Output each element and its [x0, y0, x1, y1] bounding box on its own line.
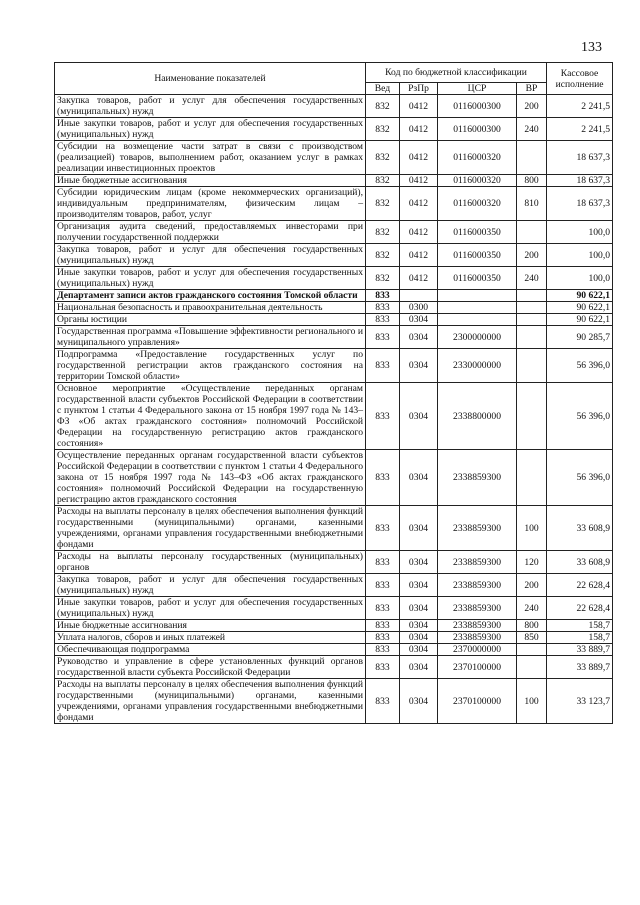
table-row [55, 349, 613, 383]
table-row [55, 326, 613, 349]
row-rzpr: 0412 [400, 95, 438, 118]
row-rzpr: 0304 [400, 656, 438, 679]
row-amount: 90 622,1 [547, 302, 613, 314]
row-vr: 800 [517, 175, 547, 187]
row-name: Органы юстиции [55, 314, 366, 326]
table-row [55, 620, 613, 632]
row-vr: 800 [517, 620, 547, 632]
row-vr: 200 [517, 95, 547, 118]
row-name: Иные закупки товаров, работ и услуг для обеспечения государственных (муниципальных) нужд [55, 267, 366, 290]
row-name: Закупка товаров, работ и услуг для обеспечения государственных (муниципальных) нужд [55, 574, 366, 597]
row-name: Основное мероприятие «Осуществление переданных органам государственной власти субъектов Российской Федерации в соответствии с пунктом 1 статьи 4 Федерального закона от 15 ноября 1997 года № 143–ФЗ «Об актах гражданского состояния» полномочий Российской Федерации на государственную регистрацию актов гражданского состояния» [55, 383, 366, 450]
row-name: Закупка товаров, работ и услуг для обеспечения государственных (муниципальных) нужд [55, 95, 366, 118]
row-name: Иные закупки товаров, работ и услуг для обеспечения государственных (муниципальных) нужд [55, 597, 366, 620]
page-number: 133 [581, 40, 602, 55]
table-row [55, 141, 613, 175]
row-vr [517, 644, 547, 656]
row-amount: 33 608,9 [547, 506, 613, 551]
row-name: Субсидии юридическим лицам (кроме некоммерческих организаций), индивидуальным предпринимателям, физическим лицам – производителям товаров, работ, услуг [55, 187, 366, 221]
row-csr: 2338859300 [438, 506, 517, 551]
row-vr: 200 [517, 244, 547, 267]
row-amount: 33 123,7 [547, 679, 613, 724]
row-csr: 2338859300 [438, 620, 517, 632]
table-row [55, 118, 613, 141]
row-vr [517, 656, 547, 679]
row-name: Субсидии на возмещение части затрат в связи с производством (реализацией) товаров, выполнением работ, оказанием услуг в рамках реализации инвестиционных проектов [55, 141, 366, 175]
row-vr [517, 314, 547, 326]
row-csr: 2370100000 [438, 679, 517, 724]
row-vr [517, 326, 547, 349]
row-rzpr: 0300 [400, 302, 438, 314]
row-ved: 832 [366, 95, 400, 118]
row-vr: 120 [517, 551, 547, 574]
table-row [55, 679, 613, 724]
table-row [55, 175, 613, 187]
table-row [55, 314, 613, 326]
table-row [55, 656, 613, 679]
table-row [55, 187, 613, 221]
row-amount: 33 889,7 [547, 656, 613, 679]
row-rzpr: 0412 [400, 244, 438, 267]
row-ved: 832 [366, 141, 400, 175]
row-csr: 0116000300 [438, 118, 517, 141]
row-csr: 0116000350 [438, 221, 517, 244]
row-csr: 2338859300 [438, 574, 517, 597]
row-rzpr: 0304 [400, 644, 438, 656]
row-rzpr: 0304 [400, 506, 438, 551]
row-amount: 33 889,7 [547, 644, 613, 656]
row-vr: 240 [517, 267, 547, 290]
row-amount: 2 241,5 [547, 118, 613, 141]
row-csr: 2338859300 [438, 551, 517, 574]
table-row [55, 267, 613, 290]
row-rzpr: 0304 [400, 450, 438, 506]
header-csr: ЦСР [438, 83, 517, 95]
table-row [55, 506, 613, 551]
row-name: Закупка товаров, работ и услуг для обеспечения государственных (муниципальных) нужд [55, 244, 366, 267]
row-rzpr: 0304 [400, 314, 438, 326]
row-ved: 833 [366, 620, 400, 632]
row-csr: 0116000300 [438, 95, 517, 118]
row-amount: 100,0 [547, 221, 613, 244]
row-ved: 833 [366, 314, 400, 326]
row-vr [517, 302, 547, 314]
table-row [55, 383, 613, 450]
row-amount: 56 396,0 [547, 383, 613, 450]
row-name: Обеспечивающая подпрограмма [55, 644, 366, 656]
row-ved: 833 [366, 450, 400, 506]
row-name: Организация аудита сведений, предоставляемых инвесторами при получении государственной поддержки [55, 221, 366, 244]
row-ved: 833 [366, 597, 400, 620]
row-ved: 833 [366, 290, 400, 302]
row-csr [438, 302, 517, 314]
table-row [55, 597, 613, 620]
row-name: Расходы на выплаты персоналу в целях обеспечения выполнения функций государственными (муниципальными) органами, казенными учреждениями, органами управления государственными внебюджетными фондами [55, 679, 366, 724]
row-ved: 832 [366, 187, 400, 221]
table-row [55, 574, 613, 597]
row-csr: 2338800000 [438, 383, 517, 450]
row-vr: 240 [517, 597, 547, 620]
row-amount: 90 622,1 [547, 314, 613, 326]
row-csr: 2338859300 [438, 597, 517, 620]
row-csr: 0116000350 [438, 244, 517, 267]
row-vr: 100 [517, 679, 547, 724]
row-csr: 0116000320 [438, 141, 517, 175]
row-csr: 2338859300 [438, 632, 517, 644]
row-ved: 833 [366, 383, 400, 450]
row-ved: 833 [366, 506, 400, 551]
row-name: Уплата налогов, сборов и иных платежей [55, 632, 366, 644]
row-csr: 2370000000 [438, 644, 517, 656]
row-ved: 832 [366, 267, 400, 290]
header-name: Наименование показателей [55, 63, 366, 95]
row-csr [438, 314, 517, 326]
row-vr [517, 221, 547, 244]
row-ved: 832 [366, 118, 400, 141]
row-name: Подпрограмма «Предоставление государственных услуг по государственной регистрации актов гражданского состояния на территории Томской области» [55, 349, 366, 383]
row-rzpr: 0412 [400, 221, 438, 244]
row-rzpr: 0304 [400, 551, 438, 574]
table-row [55, 95, 613, 118]
row-ved: 833 [366, 679, 400, 724]
header-rzpr: РзПр [400, 83, 438, 95]
row-name: Государственная программа «Повышение эффективности регионального и муниципального управления» [55, 326, 366, 349]
row-rzpr: 0304 [400, 349, 438, 383]
row-rzpr: 0304 [400, 326, 438, 349]
row-csr: 0116000320 [438, 187, 517, 221]
row-csr: 2300000000 [438, 326, 517, 349]
row-name: Национальная безопасность и правоохранительная деятельность [55, 302, 366, 314]
row-amount: 56 396,0 [547, 450, 613, 506]
row-ved: 832 [366, 175, 400, 187]
table-row [55, 644, 613, 656]
row-name: Иные бюджетные ассигнования [55, 620, 366, 632]
row-amount: 100,0 [547, 244, 613, 267]
row-amount: 90 285,7 [547, 326, 613, 349]
row-rzpr: 0412 [400, 118, 438, 141]
row-vr [517, 450, 547, 506]
table-row [55, 221, 613, 244]
row-csr: 0116000320 [438, 175, 517, 187]
row-rzpr: 0412 [400, 175, 438, 187]
row-ved: 833 [366, 632, 400, 644]
header-code-group: Код по бюджетной классификации [366, 63, 547, 83]
row-amount: 18 637,3 [547, 187, 613, 221]
row-vr [517, 383, 547, 450]
header-ved: Вед [366, 83, 400, 95]
row-name: Расходы на выплаты персоналу в целях обеспечения выполнения функций государственными (муниципальными) органами, казенными учреждениями, органами управления государственными внебюджетными фондами [55, 506, 366, 551]
row-vr: 100 [517, 506, 547, 551]
row-name: Департамент записи актов гражданского состояния Томской области [55, 290, 366, 302]
row-vr: 200 [517, 574, 547, 597]
row-rzpr: 0412 [400, 267, 438, 290]
row-ved: 833 [366, 656, 400, 679]
row-amount: 22 628,4 [547, 574, 613, 597]
row-csr [438, 290, 517, 302]
row-csr: 2338859300 [438, 450, 517, 506]
row-name: Иные бюджетные ассигнования [55, 175, 366, 187]
budget-execution-table [54, 62, 613, 724]
row-csr: 0116000350 [438, 267, 517, 290]
header-amount: Кассовое исполнение [547, 63, 613, 95]
row-vr [517, 141, 547, 175]
row-ved: 833 [366, 644, 400, 656]
row-ved: 833 [366, 551, 400, 574]
row-name: Иные закупки товаров, работ и услуг для обеспечения государственных (муниципальных) нужд [55, 118, 366, 141]
row-amount: 22 628,4 [547, 597, 613, 620]
row-name: Осуществление переданных органам государственной власти субъектов Российской Федерации в соответствии с пунктом 1 статьи 4 Федерального закона от 15 ноября 1997 года № 143–ФЗ «Об актах гражданского состояния» полномочий Российской Федерации на государственную регистрацию актов гражданского состояния [55, 450, 366, 506]
row-amount: 158,7 [547, 632, 613, 644]
row-amount: 56 396,0 [547, 349, 613, 383]
table-body [55, 95, 613, 724]
row-vr [517, 290, 547, 302]
table-row [55, 302, 613, 314]
row-amount: 2 241,5 [547, 95, 613, 118]
table-row [55, 244, 613, 267]
row-vr: 850 [517, 632, 547, 644]
row-amount: 158,7 [547, 620, 613, 632]
row-vr: 240 [517, 118, 547, 141]
row-rzpr: 0304 [400, 383, 438, 450]
row-rzpr: 0412 [400, 187, 438, 221]
row-vr: 810 [517, 187, 547, 221]
row-amount: 100,0 [547, 267, 613, 290]
row-ved: 832 [366, 244, 400, 267]
row-csr: 2370100000 [438, 656, 517, 679]
row-ved: 832 [366, 221, 400, 244]
row-rzpr: 0412 [400, 141, 438, 175]
header-vr: ВР [517, 83, 547, 95]
row-ved: 833 [366, 326, 400, 349]
row-ved: 833 [366, 349, 400, 383]
row-rzpr: 0304 [400, 597, 438, 620]
row-amount: 18 637,3 [547, 141, 613, 175]
row-ved: 833 [366, 302, 400, 314]
row-rzpr: 0304 [400, 620, 438, 632]
row-rzpr [400, 290, 438, 302]
row-amount: 18 637,3 [547, 175, 613, 187]
table-row [55, 290, 613, 302]
table-row [55, 450, 613, 506]
table-row [55, 551, 613, 574]
row-amount: 33 608,9 [547, 551, 613, 574]
row-rzpr: 0304 [400, 632, 438, 644]
row-amount: 90 622,1 [547, 290, 613, 302]
row-name: Расходы на выплаты персоналу государственных (муниципальных) органов [55, 551, 366, 574]
row-rzpr: 0304 [400, 574, 438, 597]
row-ved: 833 [366, 574, 400, 597]
row-rzpr: 0304 [400, 679, 438, 724]
row-vr [517, 349, 547, 383]
row-csr: 2330000000 [438, 349, 517, 383]
row-name: Руководство и управление в сфере установленных функций органов государственной власти субъекта Российской Федерации [55, 656, 366, 679]
table-row [55, 632, 613, 644]
